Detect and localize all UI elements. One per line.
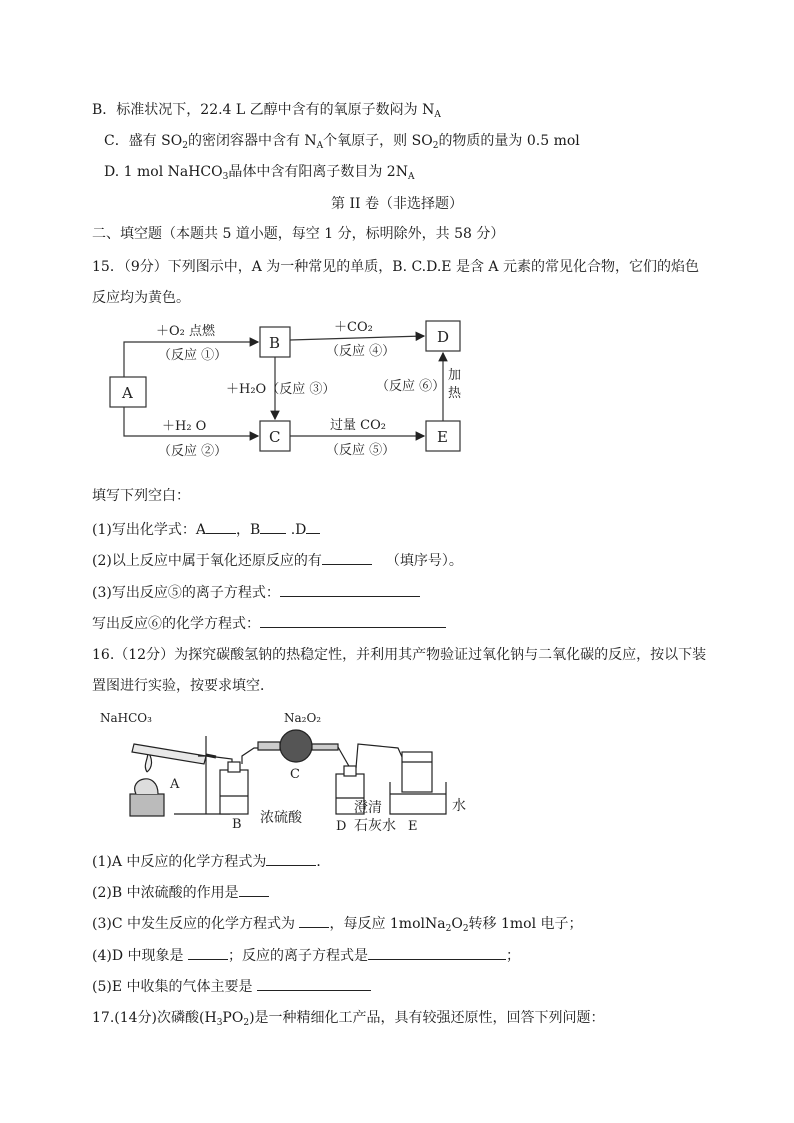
label-a: A <box>122 384 133 402</box>
r1-top: ＋O₂ 点燃 <box>156 324 216 339</box>
apparatus-b: B <box>232 817 242 832</box>
q16-apparatus-diagram <box>98 708 478 836</box>
apparatus-a: A <box>170 777 180 792</box>
q16-part3: (3)C 中发生反应的化学方程式为 ，每反应 $1molNa_2O_2$转移 1mol 电子； <box>92 913 583 939</box>
q16-part1: (1)A 中反应的化学方程式为 ． <box>92 851 330 872</box>
burner-base <box>130 794 164 816</box>
label-d: D <box>437 328 450 346</box>
q15-reaction-diagram <box>100 315 470 465</box>
answer-blank[interactable] <box>299 913 329 928</box>
limewater-label-2: 石灰水 <box>354 818 396 834</box>
apparatus-d: D <box>336 819 347 834</box>
q15-part4: 写出反应⑥的化学方程式： <box>92 613 446 634</box>
label-e: E <box>437 428 448 446</box>
answer-blank[interactable] <box>306 519 320 534</box>
answer-blank[interactable] <box>368 945 506 960</box>
arrow-b-d <box>290 336 424 340</box>
q15-part3: (3)写出反应⑤的离子方程式： <box>92 582 420 603</box>
answer-blank[interactable] <box>322 550 372 565</box>
r2-bottom: （反应 ②） <box>158 444 228 459</box>
apparatus-e: E <box>408 819 418 834</box>
gas-collector <box>402 752 432 792</box>
q15-part2: (2)以上反应中属于氧化还原反应的有 （填序号）。 <box>92 550 463 571</box>
answer-blank[interactable] <box>280 582 420 597</box>
answer-blank[interactable] <box>260 613 446 628</box>
label-c: C <box>269 428 281 446</box>
heat-char-1: 加 <box>448 368 462 383</box>
answer-blank[interactable] <box>260 519 286 534</box>
r2-top: ＋H₂ O <box>162 419 207 434</box>
q16-stem-line2: 置图进行实验，按要求填空． <box>92 678 274 694</box>
part2-heading: 二、填空题（本题共 5 道小题，每空 1 分，标明除外，共 58 分） <box>92 226 505 242</box>
option-d: D. 1 mol NaHCO$_3$晶体中含有阳离子数目为 $2N_A$ <box>104 164 415 182</box>
drying-tube-c <box>280 730 312 762</box>
section-title: 第 II 卷（非选择题） <box>331 196 463 212</box>
r1-bottom: （反应 ①） <box>158 348 228 363</box>
r3: ＋H₂O（反应 ③） <box>226 382 336 397</box>
r6: （反应 ⑥） <box>376 379 446 394</box>
r5-top: 过量 CO₂ <box>330 418 386 433</box>
q16-part5: (5)E 中收集的气体主要是 <box>92 976 371 997</box>
r4-bottom: （反应 ④） <box>326 344 396 359</box>
q15-stem-line1: 15．（9分）下列图示中，A 为一种常见的单质，B. C.D.E 是含 A 元素的常见化合物，它们的焰色 <box>92 259 699 275</box>
label-b: B <box>269 334 281 352</box>
na2o2-label: Na₂O₂ <box>284 711 322 725</box>
bottle-b <box>220 770 248 814</box>
q17-stem: 17.(14分)次磷酸$(H_3PO_2)$是一种精细化工产品，具有较强还原性，回答下列问题： <box>92 1010 605 1028</box>
water-label: 水 <box>452 798 466 814</box>
option-b: B．标准状况下，22.4 L 乙醇中含有的氧原子数闷为 $N_A$ <box>92 102 441 120</box>
q16-part2: (2)B 中浓硫酸的作用是 <box>92 882 269 903</box>
answer-blank[interactable] <box>206 519 236 534</box>
q16-part4: (4)D 中现象是 ；反应的离子方程式是 ； <box>92 945 520 966</box>
q16-stem-line1: 16.（12分）为探究碳酸氢钠的热稳定性，并利用其产物验证过氧化钠与二氧化碳的反应，按以下装 <box>92 647 707 663</box>
option-c: C．盛有 $SO_2$的密闭容器中含有 $N_A$个氧原子，则 $SO_2$的物质的量为 0.5 mol <box>104 133 580 151</box>
test-tube-a <box>132 744 206 764</box>
answer-blank[interactable] <box>188 945 228 960</box>
answer-blank[interactable] <box>239 882 269 897</box>
r5-bottom: （反应 ⑤） <box>326 443 396 458</box>
nahco3-label: NaHCO₃ <box>100 711 152 725</box>
conc-acid-label: 浓硫酸 <box>260 810 302 826</box>
r4-top: ＋CO₂ <box>334 320 373 335</box>
heat-char-2: 热 <box>448 386 462 401</box>
q15-part1: (1)写出化学式：A ，B .D <box>92 519 320 540</box>
limewater-label-1: 澄清 <box>354 800 382 816</box>
answer-blank[interactable] <box>257 976 371 991</box>
burner-lamp <box>135 779 158 794</box>
answer-blank[interactable] <box>266 851 316 866</box>
q15-stem-line2: 反应均为黄色。 <box>92 290 190 306</box>
apparatus-c: C <box>290 767 300 782</box>
q15-fill-prompt: 填写下列空白： <box>92 488 190 504</box>
